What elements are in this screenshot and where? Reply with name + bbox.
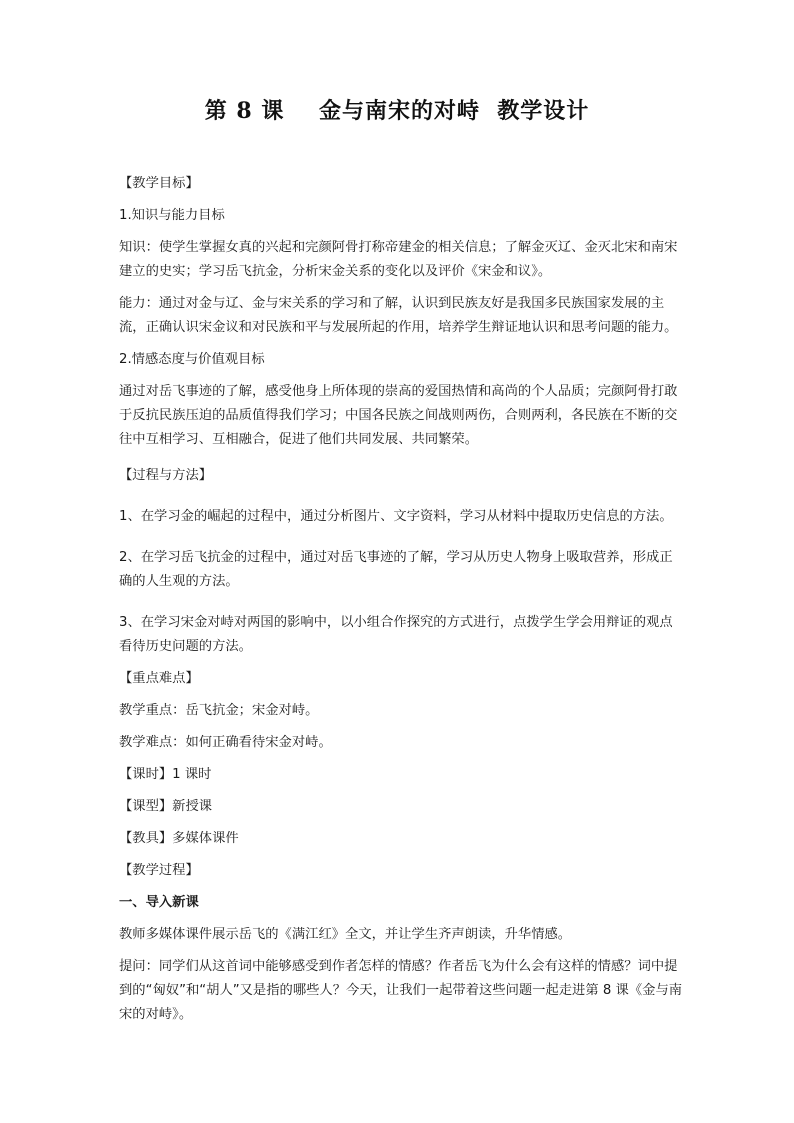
subheading-emotion-values: 2.情感态度与价值观目标 — [119, 352, 265, 367]
class-hours: 【课时】1 课时 — [119, 767, 212, 782]
document-title: 第 8 课 金与南宋的对峙 教学设计 — [204, 98, 590, 124]
subheading-introduction: 一、导入新课 — [119, 895, 199, 910]
paragraph-process-3: 3、在学习宋金对峙对两国的影响中，以小组合作探究的方式进行，点拨学生学会用辩证的观点看待历史问题的方法。 — [119, 615, 673, 654]
paragraph-introduction-1: 教师多媒体课件展示岳飞的《满江红》全文，并让学生齐声朗读，升华情感。 — [119, 927, 572, 942]
section-heading-key-points: 【重点难点】 — [119, 671, 199, 686]
paragraph-difficult-point: 教学难点：如何正确看待宋金对峙。 — [119, 735, 332, 750]
document-body — [119, 172, 683, 1027]
paragraph-key-point: 教学重点：岳飞抗金；宋金对峙。 — [119, 703, 319, 718]
lesson-type: 【课型】新授课 — [119, 799, 213, 814]
paragraph-process-1: 1、在学习金的崛起的过程中，通过分析图片、文字资料，学习从材料中提取历史信息的方法。 — [119, 509, 673, 524]
section-heading-teaching-goals: 【教学目标】 — [119, 176, 199, 191]
section-heading-process-method: 【过程与方法】 — [119, 468, 213, 483]
paragraph-ability: 能力：通过对金与辽、金与宋关系的学习和了解，认识到民族友好是我国多民族国家发展的主流，正确认识宋金议和对民族和平与发展所起的作用，培养学生辩证地认识和思考问题的能力。 — [119, 296, 678, 335]
paragraph-process-2: 2、在学习岳飞抗金的过程中，通过对岳飞事迹的了解，学习从历史人物身上吸取营养，形成正确的人生观的方法。 — [119, 550, 673, 589]
paragraph-introduction-2: 提问：同学们从这首词中能够感受到作者怎样的情感？作者岳飞为什么会有这样的情感？词中提到的“匈奴”和“胡人”又是指的哪些人？今天，让我们一起带着这些问题一起走进第 8 课《金与南宋的对峙》。 — [119, 959, 683, 1022]
paragraph-knowledge: 知识：使学生掌握女真的兴起和完颜阿骨打称帝建金的相关信息；了解金灭辽、金灭北宋和南宋建立的史实；学习岳飞抗金，分析宋金关系的变化以及评价《宋金和议》。 — [119, 240, 678, 279]
teaching-aids: 【教具】多媒体课件 — [119, 831, 239, 846]
paragraph-emotion-values: 通过对岳飞事迹的了解，感受他身上所体现的崇高的爱国热情和高尚的个人品质；完颜阿骨打敢于反抗民族压迫的品质值得我们学习；中国各民族之间战则两伤，合则两利，各民族在不断的交往中互相学习、互相融合，促进了他们共同发展、共同繁荣。 — [119, 384, 678, 447]
subheading-knowledge-ability: 1.知识与能力目标 — [119, 208, 225, 223]
section-heading-teaching-process: 【教学过程】 — [119, 863, 199, 878]
